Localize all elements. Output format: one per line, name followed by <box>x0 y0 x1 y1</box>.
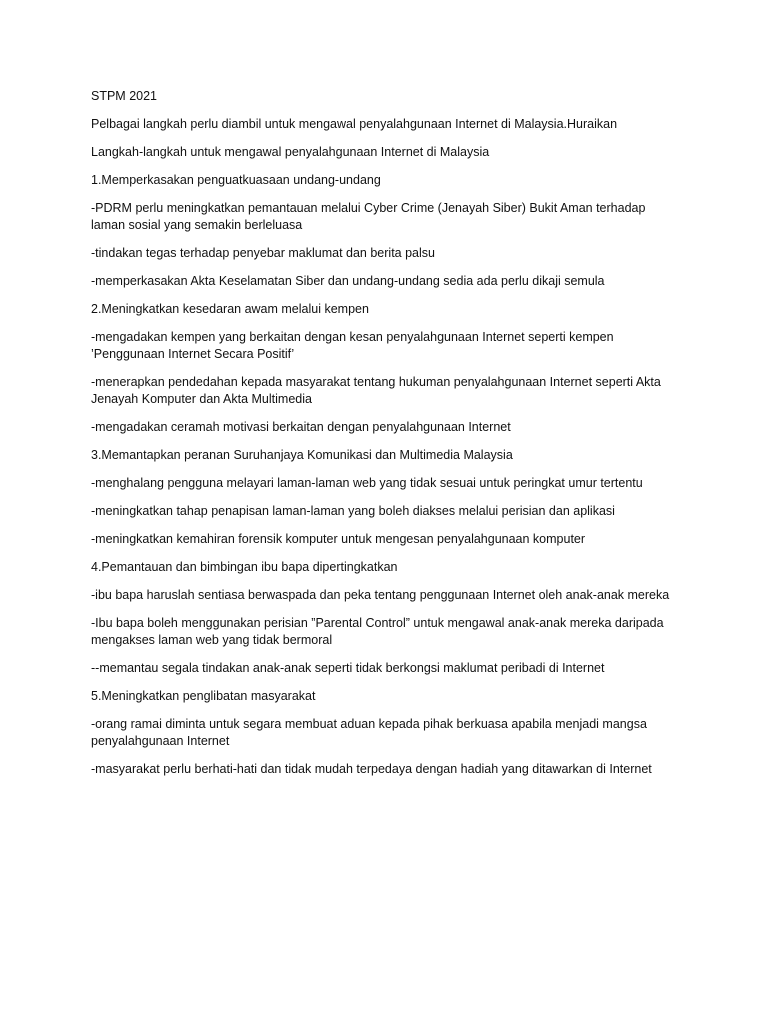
point-4-heading: 4.Pemantauan dan bimbingan ibu bapa dipertingkatkan <box>91 560 398 574</box>
point-5-item: -orang ramai diminta untuk segara membuat aduan kepada pihak berkuasa apabila menjadi mangsa penyalahgunaan Internet <box>91 717 647 748</box>
point-5-item: -masyarakat perlu berhati-hati dan tidak mudah terpedaya dengan hadiah yang ditawarkan di Internet <box>91 762 652 776</box>
doc-title: STPM 2021 <box>91 89 158 103</box>
answer-heading: Langkah-langkah untuk mengawal penyalahgunaan Internet di Malaysia <box>91 145 490 159</box>
point-2-item: -mengadakan kempen yang berkaitan dengan kesan penyalahgunaan Internet seperti kempen ’Penggunaan Internet Secara Positif’ <box>91 330 614 361</box>
point-3-heading: 3.Memantapkan peranan Suruhanjaya Komunikasi dan Multimedia Malaysia <box>91 448 513 462</box>
document-body <box>91 88 681 789</box>
point-2-item: -menerapkan pendedahan kepada masyarakat tentang hukuman penyalahgunaan Internet seperti Akta Jenayah Komputer dan Akta Multimedia <box>91 375 661 406</box>
point-4-item: --memantau segala tindakan anak-anak seperti tidak berkongsi maklumat peribadi di Internet <box>91 661 605 675</box>
point-1-item: -tindakan tegas terhadap penyebar maklumat dan berita palsu <box>91 246 435 260</box>
point-4-item: -Ibu bapa boleh menggunakan perisian ”Parental Control” untuk mengawal anak-anak mereka daripada mengakses laman web yang tidak bermoral <box>91 616 664 647</box>
point-5-heading: 5.Meningkatkan penglibatan masyarakat <box>91 689 316 703</box>
point-1-heading: 1.Memperkasakan penguatkuasaan undang-undang <box>91 173 381 187</box>
point-3-item: -meningkatkan kemahiran forensik komputer untuk mengesan penyalahgunaan komputer <box>91 532 586 546</box>
point-3-item: -meningkatkan tahap penapisan laman-laman yang boleh diakses melalui perisian dan aplikasi <box>91 504 615 518</box>
point-3-item: -menghalang pengguna melayari laman-laman web yang tidak sesuai untuk peringkat umur tertentu <box>91 476 643 490</box>
question-text: Pelbagai langkah perlu diambil untuk mengawal penyalahgunaan Internet di Malaysia.Huraikan <box>91 117 618 131</box>
point-1-item: -PDRM perlu meningkatkan pemantauan melalui Cyber Crime (Jenayah Siber) Bukit Aman terhadap laman sosial yang semakin berleluasa <box>91 201 646 232</box>
point-1-item: -memperkasakan Akta Keselamatan Siber dan undang-undang sedia ada perlu dikaji semula <box>91 274 605 288</box>
point-2-item: -mengadakan ceramah motivasi berkaitan dengan penyalahgunaan Internet <box>91 420 511 434</box>
point-4-item: -ibu bapa haruslah sentiasa berwaspada dan peka tentang penggunaan Internet oleh anak-anak mereka <box>91 588 670 602</box>
point-2-heading: 2.Meningkatkan kesedaran awam melalui kempen <box>91 302 369 316</box>
